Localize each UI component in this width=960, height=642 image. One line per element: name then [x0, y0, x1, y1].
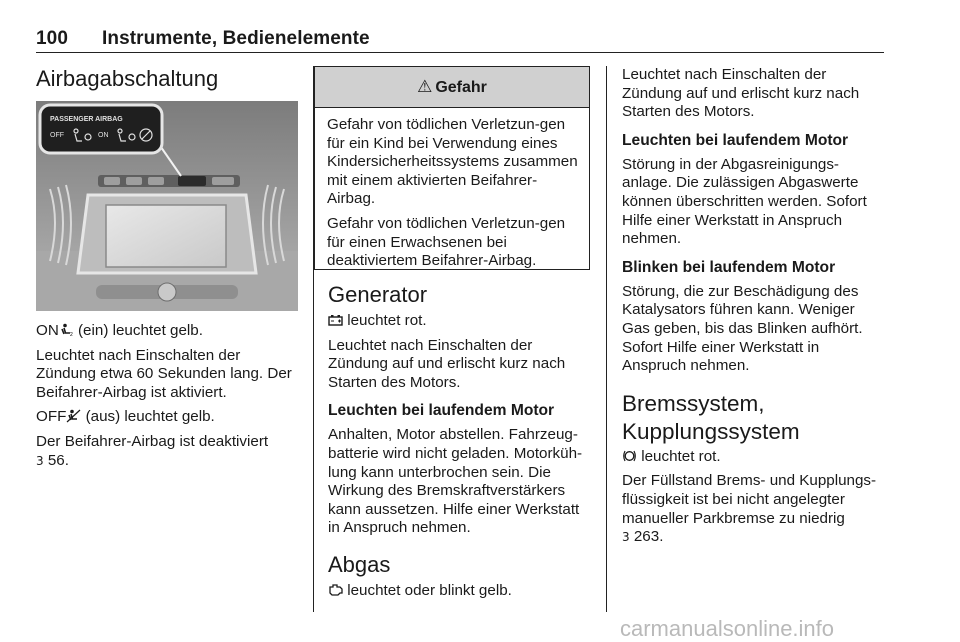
danger-title: Gefahr — [435, 79, 487, 96]
column-divider-2 — [606, 66, 607, 612]
page-ref-2[interactable]: 263. — [629, 528, 664, 546]
on-desc: (ein) leuchtet gelb. — [73, 322, 203, 339]
abgas-light-line — [328, 582, 594, 601]
danger-text-2: Gefahr von tödlichen Verletzun-gen für einen Erwachsenen bei deaktiviertem Beifahrer-Airbag. — [327, 214, 566, 270]
danger-text-1: Gefahr von tödlichen Verletzun-gen für ein Kind bei Verwendung eines Kindersicherheitssystems zusammen mit einem aktivierten Beifahrer-Airbag. — [327, 116, 578, 208]
svg-text:2: 2 — [69, 332, 73, 337]
page-number: 100 — [36, 28, 69, 49]
column-1 — [36, 66, 298, 96]
photo-off-label: OFF — [50, 132, 64, 139]
off-label: OFF — [36, 408, 67, 426]
brake-text — [622, 472, 886, 546]
page-ref-icon-2: 3 — [622, 530, 630, 545]
section-heading-generator: Generator — [328, 282, 428, 307]
danger-body — [315, 108, 589, 271]
airbag-off-line — [36, 408, 298, 427]
abgas-blinking-text: Störung, die zur Beschädigung des Katalysators führen kann. Weniger Gas geben, bis das Blinken aufhört. Sofort Hilfe einer Werkstatt in Anspruch nehmen. — [622, 282, 863, 375]
header-rule — [36, 52, 884, 53]
abgas-subheading-1: Leuchten bei laufendem Motor — [622, 131, 849, 149]
brake-light-line — [622, 448, 886, 467]
column-2-text — [328, 282, 594, 607]
airbag-off-text: Der Beifahrer-Airbag ist deaktiviert — [36, 432, 269, 450]
column-1-text — [36, 322, 298, 476]
photo-label: PASSENGER AIRBAG — [50, 116, 123, 123]
column-3-text — [622, 66, 886, 553]
generator-subheading: Leuchten bei laufendem Motor — [328, 402, 555, 420]
section-heading-abgas: Abgas — [328, 551, 391, 577]
warning-icon: ⚠ — [417, 77, 433, 96]
brake-desc: leuchtet rot. — [637, 447, 721, 465]
abgas-subheading-2: Blinken bei laufendem Motor — [622, 258, 836, 276]
page-ref-icon: 3 — [36, 453, 44, 468]
watermark: carmanualsonline.info — [620, 616, 835, 641]
generator-desc: leuchtet rot. — [343, 312, 427, 329]
passenger-airbag-on-icon — [59, 323, 74, 337]
photo-on-label: ON — [98, 132, 109, 139]
abgas-desc: leuchtet oder blinkt gelb. — [343, 581, 512, 599]
on-label: ON — [36, 322, 59, 339]
off-desc: (aus) leuchtet gelb. — [81, 408, 215, 426]
airbag-off-desc — [36, 433, 298, 470]
danger-title-bar — [315, 67, 589, 108]
airbag-on-desc: Leuchtet nach Einschalten der Zündung etwa 60 Sekunden lang. Der Beifahrer-Airbag ist aktiviert. — [36, 346, 292, 401]
abgas-text: Leuchtet nach Einschalten der Zündung auf und erlischt kurz nach Starten des Motors. — [622, 66, 860, 121]
generator-text: Leuchtet nach Einschalten der Zündung auf und erlischt kurz nach Starten des Motors. — [328, 336, 566, 391]
dashboard-illustration — [36, 101, 298, 311]
airbag-on-line — [36, 322, 298, 341]
generator-light-line — [328, 312, 594, 331]
generator-running-text: Anhalten, Motor abstellen. Fahrzeug-batterie wird nicht geladen. Motorküh-lung kann unterbrochen sein. Die Wirkung des Bremskraftverstärkers kann aussetzen. Hilfe einer Werkstatt in Anspruch nehmen. — [328, 426, 583, 537]
battery-icon — [328, 313, 343, 327]
brake-fluid-text: Der Füllstand Brems- und Kupplungs-flüssigkeit ist bei nicht angelegter manueller Parkbremse zu niedrig — [622, 472, 877, 527]
passenger-airbag-off-icon — [66, 409, 81, 423]
chapter-title: Instrumente, Bedienelemente — [102, 28, 370, 49]
abgas-running-text: Störung in der Abgasreinigungs-anlage. Die zulässigen Abgaswerte können überschritten werden. Sofort Hilfe einer Werkstatt in Anspruch nehmen. — [622, 155, 867, 248]
page-ref[interactable]: 56. — [43, 451, 69, 469]
dashboard-photo — [36, 101, 298, 311]
engine-check-icon — [328, 583, 343, 597]
section-heading-brake-2: Kupplungssystem — [622, 418, 800, 444]
page-header — [36, 28, 370, 50]
brake-warning-icon — [622, 449, 637, 463]
section-heading-airbag: Airbagabschaltung — [36, 66, 219, 91]
danger-box — [314, 66, 590, 270]
section-heading-brake-1: Bremssystem, — [622, 390, 765, 416]
